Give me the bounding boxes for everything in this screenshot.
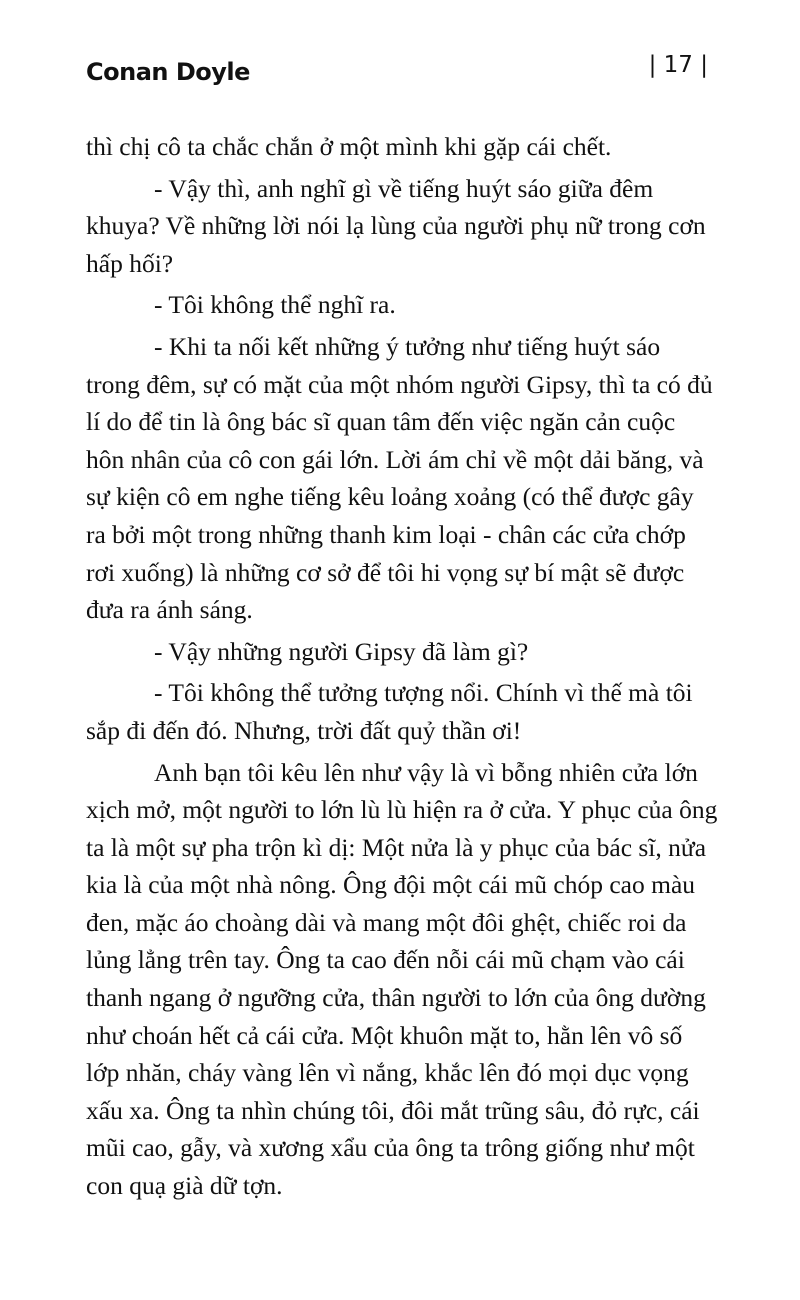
dialogue-paragraph: - Tôi không thể nghĩ ra. [154, 290, 396, 320]
body-text [86, 128, 718, 1205]
running-header [86, 52, 708, 98]
paragraph-continuation: thì chị cô ta chắc chắn ở một mình khi gặp cái chết. [86, 132, 612, 161]
dialogue-paragraph: - Vậy thì, anh nghĩ gì về tiếng huýt sáo giữa đêm khuya? Về những lời nói lạ lùng của người phụ nữ trong cơn hấp hối? [86, 173, 706, 278]
page-number: | 17 | [648, 52, 708, 78]
dialogue-paragraph: - Tôi không thể tưởng tượng nổi. Chính vì thế mà tôi sắp đi đến đó. Nhưng, trời đất quỷ thần ơi! [86, 678, 693, 745]
dialogue-paragraph: - Khi ta nối kết những ý tưởng như tiếng huýt sáo trong đêm, sự có mặt của một nhóm người Gipsy, thì ta có đủ lí do để tin là ông bác sĩ quan tâm đến việc ngăn cản cuộc hôn nhân của cô con gái lớn. Lời ám chỉ về một dải băng, và sự kiện cô em nghe tiếng kêu loảng xoảng (có thể được gây ra bởi một trong những thanh kim loại - chân các cửa chớp rơi xuống) là những cơ sở để tôi hi vọng sự bí mật sẽ được đưa ra ánh sáng. [86, 331, 713, 625]
author-name: Conan Doyle [86, 58, 250, 86]
dialogue-paragraph: - Vậy những người Gipsy đã làm gì? [154, 636, 529, 666]
narrative-paragraph: Anh bạn tôi kêu lên như vậy là vì bỗng nhiên cửa lớn xịch mở, một người to lớn lù lù hiện ra ở cửa. Y phục của ông ta là một sự pha trộn kì dị: Một nửa là y phục của bác sĩ, nửa kia là của một nhà nông. Ông đội một cái mũ chóp cao màu đen, mặc áo choàng dài và mang một đôi ghệt, chiếc roi da lủng lẳng trên tay. Ông ta cao đến nỗi cái mũ chạm vào cái thanh ngang ở ngưỡng cửa, thân người to lớn của ông dường như choán hết cả cái cửa. Một khuôn mặt to, hằn lên vô số lớp nhăn, cháy vàng lên vì nắng, khắc lên đó mọi dục vọng xấu xa. Ông ta nhìn chúng tôi, đôi mắt trũng sâu, đỏ rực, cái mũi cao, gẫy, và xương xẩu của ông ta trông giống như một con quạ già dữ tợn. [86, 757, 718, 1201]
